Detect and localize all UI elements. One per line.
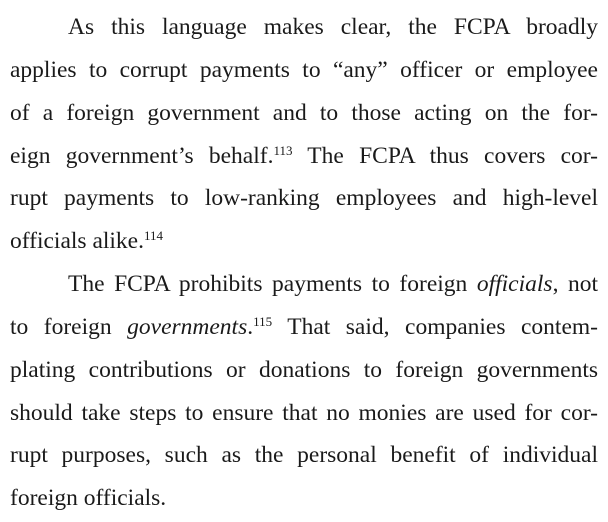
footnote-ref-113[interactable]: 113 <box>273 143 293 159</box>
text-segment: That said, companies contem- <box>272 314 598 340</box>
text-line: of a foreign government and to those acting on the for- <box>10 100 598 126</box>
text-line <box>68 263 598 306</box>
footnote-ref-115[interactable]: 115 <box>253 314 273 330</box>
text-segment: , not <box>552 271 598 297</box>
text-line: As this language makes clear, the FCPA broadly <box>68 14 598 40</box>
text-line <box>10 135 598 178</box>
text-line <box>10 220 598 263</box>
text-line: applies to corrupt payments to “any” officer or employee <box>10 57 598 83</box>
footnote-ref-114[interactable]: 114 <box>144 228 164 244</box>
emphasis-governments: governments <box>127 314 248 340</box>
text-segment: to foreign <box>10 314 128 340</box>
text-segment: officials alike. <box>10 228 144 254</box>
text-line: foreign officials. <box>10 485 167 511</box>
text-line: rupt purposes, such as the personal benefit of individual <box>10 442 598 468</box>
text-line: plating contributions or donations to foreign governments <box>10 357 598 383</box>
text-segment: eign government’s behalf. <box>10 143 274 169</box>
text-line <box>10 306 598 349</box>
text-line: rupt payments to low-ranking employees and high-level <box>10 185 598 211</box>
emphasis-officials: officials <box>476 271 553 297</box>
text-segment: The FCPA thus covers cor- <box>292 143 598 169</box>
text-segment: The FCPA prohibits payments to foreign <box>68 271 477 297</box>
text-line: should take steps to ensure that no monies are used for cor- <box>10 400 598 426</box>
text-segment: . <box>247 314 254 340</box>
